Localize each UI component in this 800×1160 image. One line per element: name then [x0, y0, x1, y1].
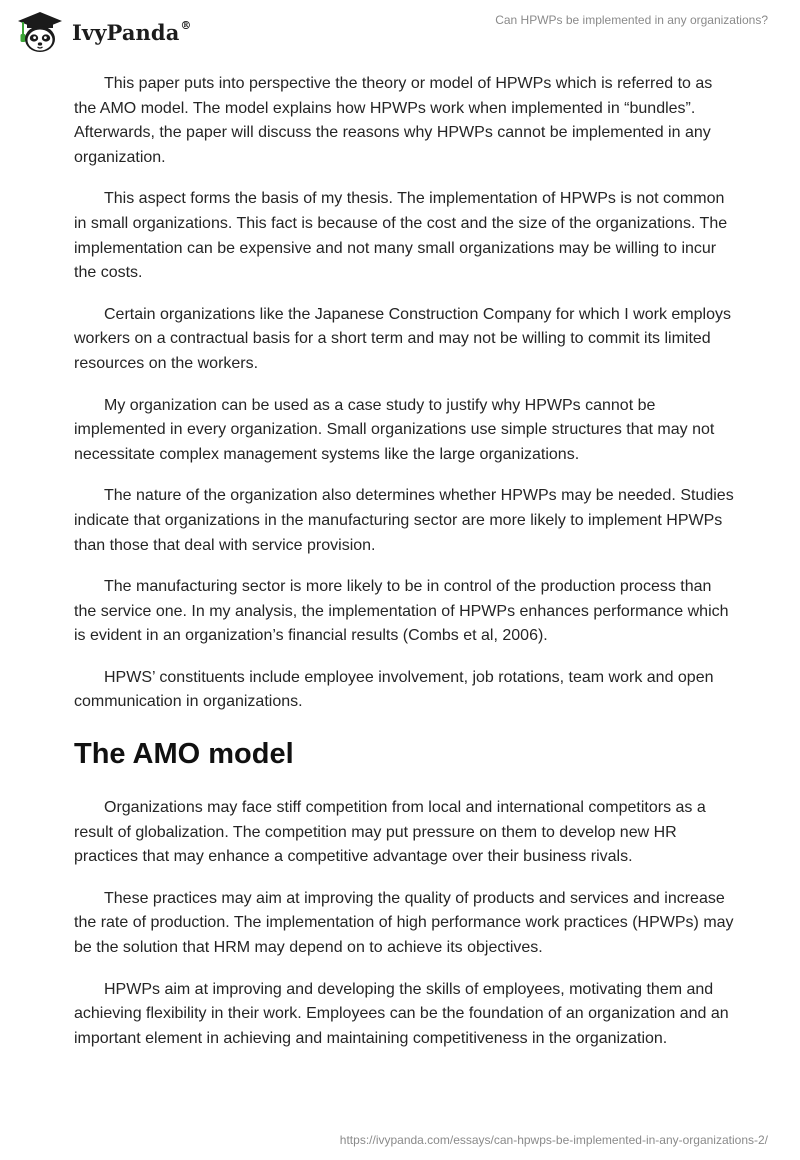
- panda-graduate-icon: [14, 10, 66, 54]
- page-header: [0, 0, 800, 60]
- section-heading: The AMO model: [74, 738, 294, 771]
- source-url[interactable]: https://ivypanda.com/essays/can-hpwps-be-implemented-in-any-organizations-2/: [339, 1133, 768, 1147]
- essay-body: [74, 72, 734, 1068]
- paragraph: Certain organizations like the Japanese Construction Company for which I work employs workers on a contractual basis for a short term and may not be willing to commit its limited resources on the workers.: [74, 305, 731, 372]
- brand-name: IvyPanda®: [72, 18, 192, 45]
- paragraph: This aspect forms the basis of my thesis. The implementation of HPWPs is not common in small organizations. This fact is because of the cost and the size of the organizations. The implementation can be expensive and not many small organizations may be willing to incur the costs.: [74, 190, 728, 282]
- paragraph: HPWPs aim at improving and developing the skills of employees, motivating them and achieving flexibility in their work. Employees can be the foundation of an organization and an important element in achieving and maintaining competitiveness in the organization.: [74, 980, 729, 1047]
- paragraph: The nature of the organization also determines whether HPWPs may be needed. Studies indicate that organizations in the manufacturing sector are more likely to implement HPWPs than those that deal with service provision.: [74, 487, 734, 554]
- paragraph: Organizations may face stiff competition from local and international competitors as a result of globalization. The competition may put pressure on them to develop new HR practices that may enhance a competitive advantage over their business rivals.: [74, 799, 706, 866]
- ivypanda-logo[interactable]: [14, 8, 192, 56]
- paragraph: The manufacturing sector is more likely to be in control of the production process than the service one. In my analysis, the implementation of HPWPs enhances performance which is evident in an organization’s financial results (Combs et al, 2006).: [74, 578, 729, 645]
- document-title: Can HPWPs be implemented in any organizations?: [495, 13, 768, 27]
- paragraph: This paper puts into perspective the theory or model of HPWPs which is referred to as the AMO model. The model explains how HPWPs work when implemented in “bundles”. Afterwards, the paper will discuss the reasons why HPWPs cannot be implemented in any organization.: [74, 75, 713, 166]
- paragraph: My organization can be used as a case study to justify why HPWPs cannot be implemented in every organization. Small organizations use simple structures that may not necessitate complex management systems like the large organizations.: [74, 396, 715, 463]
- paragraph: These practices may aim at improving the quality of products and services and increase the rate of production. The implementation of high performance work practices (HPWPs) may be the solution that HRM may depend on to achieve its objectives.: [74, 889, 734, 957]
- paragraph: HPWS’ constituents include employee involvement, job rotations, team work and open communication in organizations.: [74, 668, 714, 711]
- registered-mark: ®: [180, 18, 192, 32]
